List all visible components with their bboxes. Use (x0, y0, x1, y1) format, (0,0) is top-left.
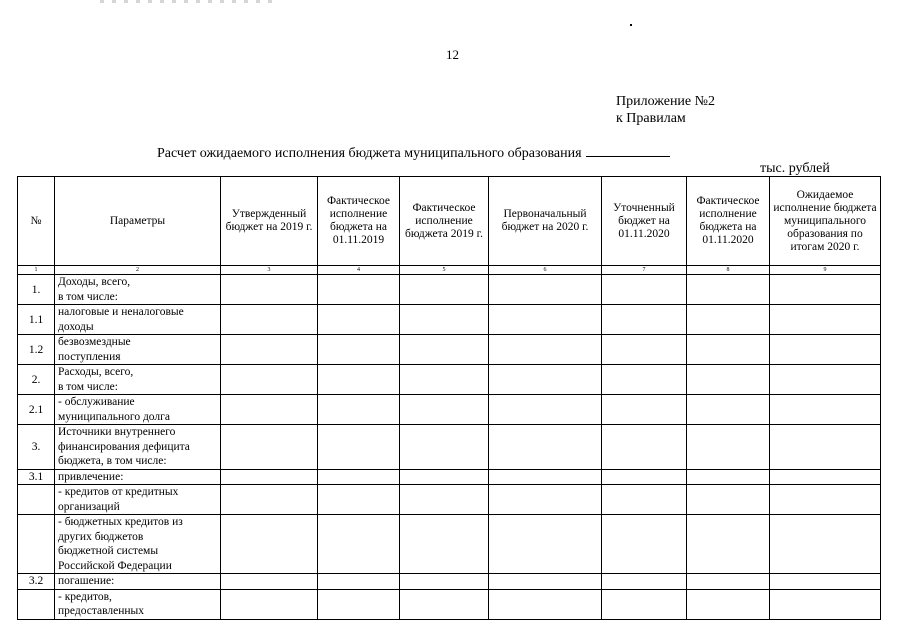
value-cell-col-3 (221, 335, 318, 365)
parameter-line: - кредитов, (58, 590, 112, 603)
parameter-line: - кредитов от кредитных (58, 486, 179, 498)
column-number-row (18, 266, 881, 275)
value-cell-col-4 (318, 589, 400, 619)
table-row (18, 485, 881, 515)
parameter-line: Доходы, всего, (58, 276, 131, 288)
value-cell-col-3 (221, 589, 318, 619)
row-number: 3.1 (18, 469, 55, 485)
parameter-line: доходы (58, 320, 94, 333)
parameter-line: Источники внутреннего (58, 426, 176, 438)
row-number (18, 485, 55, 515)
value-cell-col-8 (687, 485, 770, 515)
column-number-8: 8 (687, 266, 770, 275)
value-cell-col-5 (400, 589, 489, 619)
value-cell-col-9 (770, 574, 881, 590)
row-parameter (55, 425, 221, 470)
value-cell-col-4 (318, 305, 400, 335)
column-header-8: Фактическое исполнение бюджета на 01.11.2020 (687, 177, 770, 266)
value-cell-col-8 (687, 515, 770, 574)
column-number-3: 3 (221, 266, 318, 275)
column-header-6: Первоначальный бюджет на 2020 г. (489, 177, 602, 266)
parameter-line: предоставленных (58, 605, 145, 617)
value-cell-col-9 (770, 425, 881, 470)
value-cell-col-5 (400, 574, 489, 590)
parameter-line: безвозмездные (58, 336, 131, 348)
column-number-6: 6 (489, 266, 602, 275)
parameter-line: бюджетной системы (58, 545, 159, 557)
parameter-line: налоговые и неналоговые (58, 306, 184, 318)
value-cell-col-5 (400, 469, 489, 485)
value-cell-col-4 (318, 485, 400, 515)
appendix-line-2: к Правилам (616, 111, 686, 126)
value-cell-col-3 (221, 395, 318, 425)
row-parameter (55, 305, 221, 335)
value-cell-col-4 (318, 365, 400, 395)
row-parameter (55, 365, 221, 395)
parameter-line: - обслуживание (58, 396, 135, 408)
table-row (18, 305, 881, 335)
parameter-line: поступления (58, 350, 121, 363)
document-title (157, 144, 670, 162)
row-number: 3.2 (18, 574, 55, 590)
value-cell-col-7 (602, 515, 687, 574)
row-number: 1. (18, 275, 55, 305)
value-cell-col-5 (400, 425, 489, 470)
column-header-4: Фактическое исполнение бюджета на 01.11.2019 (318, 177, 400, 266)
budget-table (17, 176, 881, 620)
value-cell-col-5 (400, 275, 489, 305)
value-cell-col-7 (602, 365, 687, 395)
table-row (18, 515, 881, 574)
value-cell-col-8 (687, 335, 770, 365)
value-cell-col-6 (489, 469, 602, 485)
value-cell-col-6 (489, 485, 602, 515)
column-number-5: 5 (400, 266, 489, 275)
value-cell-col-6 (489, 275, 602, 305)
value-cell-col-3 (221, 574, 318, 590)
value-cell-col-6 (489, 574, 602, 590)
parameter-line: Российской Федерации (58, 559, 172, 572)
value-cell-col-6 (489, 335, 602, 365)
value-cell-col-8 (687, 589, 770, 619)
table-row (18, 395, 881, 425)
value-cell-col-8 (687, 469, 770, 485)
value-cell-col-5 (400, 335, 489, 365)
value-cell-col-3 (221, 365, 318, 395)
column-number-2: 2 (55, 266, 221, 275)
appendix-line-1: Приложение №2 (616, 94, 715, 109)
value-cell-col-8 (687, 425, 770, 470)
parameter-line: Расходы, всего, (58, 366, 134, 378)
value-cell-col-4 (318, 515, 400, 574)
value-cell-col-7 (602, 469, 687, 485)
value-cell-col-8 (687, 395, 770, 425)
value-cell-col-5 (400, 485, 489, 515)
row-parameter (55, 469, 221, 485)
value-cell-col-9 (770, 485, 881, 515)
parameter-line: финансирования дефицита (58, 440, 190, 453)
table-row (18, 365, 881, 395)
row-parameter (55, 589, 221, 619)
value-cell-col-4 (318, 425, 400, 470)
value-cell-col-3 (221, 469, 318, 485)
row-parameter (55, 485, 221, 515)
value-cell-col-5 (400, 305, 489, 335)
row-number: 1.1 (18, 305, 55, 335)
parameter-line: - бюджетных кредитов из (58, 516, 183, 528)
value-cell-col-6 (489, 305, 602, 335)
row-number (18, 515, 55, 574)
column-number-4: 4 (318, 266, 400, 275)
column-header-5: Фактическое исполнение бюджета 2019 г. (400, 177, 489, 266)
table-header-row (18, 177, 881, 266)
value-cell-col-7 (602, 275, 687, 305)
value-cell-col-6 (489, 365, 602, 395)
parameter-line: бюджета, в том числе: (58, 455, 167, 467)
column-header-9: Ожидаемое исполнение бюджета муниципального образования по итогам 2020 г. (770, 177, 881, 266)
value-cell-col-9 (770, 305, 881, 335)
value-cell-col-7 (602, 425, 687, 470)
parameter-line: муниципального долга (58, 410, 170, 423)
row-parameter (55, 574, 221, 590)
scan-dot (630, 24, 632, 26)
value-cell-col-3 (221, 485, 318, 515)
column-header-7: Уточненный бюджет на 01.11.2020 (602, 177, 687, 266)
value-cell-col-5 (400, 515, 489, 574)
units-label: тыс. рублей (760, 161, 830, 176)
row-parameter (55, 335, 221, 365)
value-cell-col-7 (602, 485, 687, 515)
value-cell-col-9 (770, 365, 881, 395)
column-header-3: Утвержденный бюджет на 2019 г. (221, 177, 318, 266)
value-cell-col-5 (400, 395, 489, 425)
appendix-label (616, 93, 715, 127)
value-cell-col-4 (318, 574, 400, 590)
table-row (18, 589, 881, 619)
value-cell-col-4 (318, 275, 400, 305)
table-row (18, 275, 881, 305)
table-row (18, 335, 881, 365)
value-cell-col-6 (489, 395, 602, 425)
row-number: 2.1 (18, 395, 55, 425)
row-parameter (55, 275, 221, 305)
value-cell-col-8 (687, 574, 770, 590)
row-parameter (55, 395, 221, 425)
value-cell-col-4 (318, 395, 400, 425)
page-number: 12 (446, 47, 459, 62)
row-number: 2. (18, 365, 55, 395)
column-number-1: 1 (18, 266, 55, 275)
table-row (18, 574, 881, 590)
value-cell-col-7 (602, 395, 687, 425)
row-number (18, 589, 55, 619)
value-cell-col-7 (602, 305, 687, 335)
row-number: 1.2 (18, 335, 55, 365)
value-cell-col-6 (489, 589, 602, 619)
value-cell-col-4 (318, 335, 400, 365)
value-cell-col-7 (602, 574, 687, 590)
column-number-9: 9 (770, 266, 881, 275)
parameter-line: в том числе: (58, 290, 118, 303)
value-cell-col-3 (221, 515, 318, 574)
row-parameter (55, 515, 221, 574)
value-cell-col-9 (770, 589, 881, 619)
value-cell-col-3 (221, 275, 318, 305)
column-header-2: Параметры (55, 177, 221, 266)
parameter-line: других бюджетов (58, 530, 144, 543)
table-body (18, 275, 881, 620)
column-number-7: 7 (602, 266, 687, 275)
value-cell-col-8 (687, 365, 770, 395)
value-cell-col-7 (602, 335, 687, 365)
value-cell-col-9 (770, 275, 881, 305)
parameter-line: привлечение: (58, 470, 124, 483)
parameter-line: погашение: (58, 575, 115, 587)
value-cell-col-9 (770, 515, 881, 574)
table-row (18, 425, 881, 470)
parameter-line: в том числе: (58, 380, 118, 393)
parameter-line: организаций (58, 500, 120, 513)
value-cell-col-9 (770, 469, 881, 485)
table-row (18, 469, 881, 485)
value-cell-col-6 (489, 425, 602, 470)
value-cell-col-3 (221, 425, 318, 470)
document-title-text: Расчет ожидаемого исполнения бюджета муниципального образования (157, 146, 582, 161)
value-cell-col-3 (221, 305, 318, 335)
value-cell-col-4 (318, 469, 400, 485)
column-header-1: № (18, 177, 55, 266)
value-cell-col-6 (489, 515, 602, 574)
scan-artifact (100, 0, 280, 3)
value-cell-col-7 (602, 589, 687, 619)
row-number: 3. (18, 425, 55, 470)
value-cell-col-8 (687, 305, 770, 335)
value-cell-col-9 (770, 335, 881, 365)
value-cell-col-5 (400, 365, 489, 395)
value-cell-col-8 (687, 275, 770, 305)
title-blank-line (586, 144, 670, 157)
value-cell-col-9 (770, 395, 881, 425)
